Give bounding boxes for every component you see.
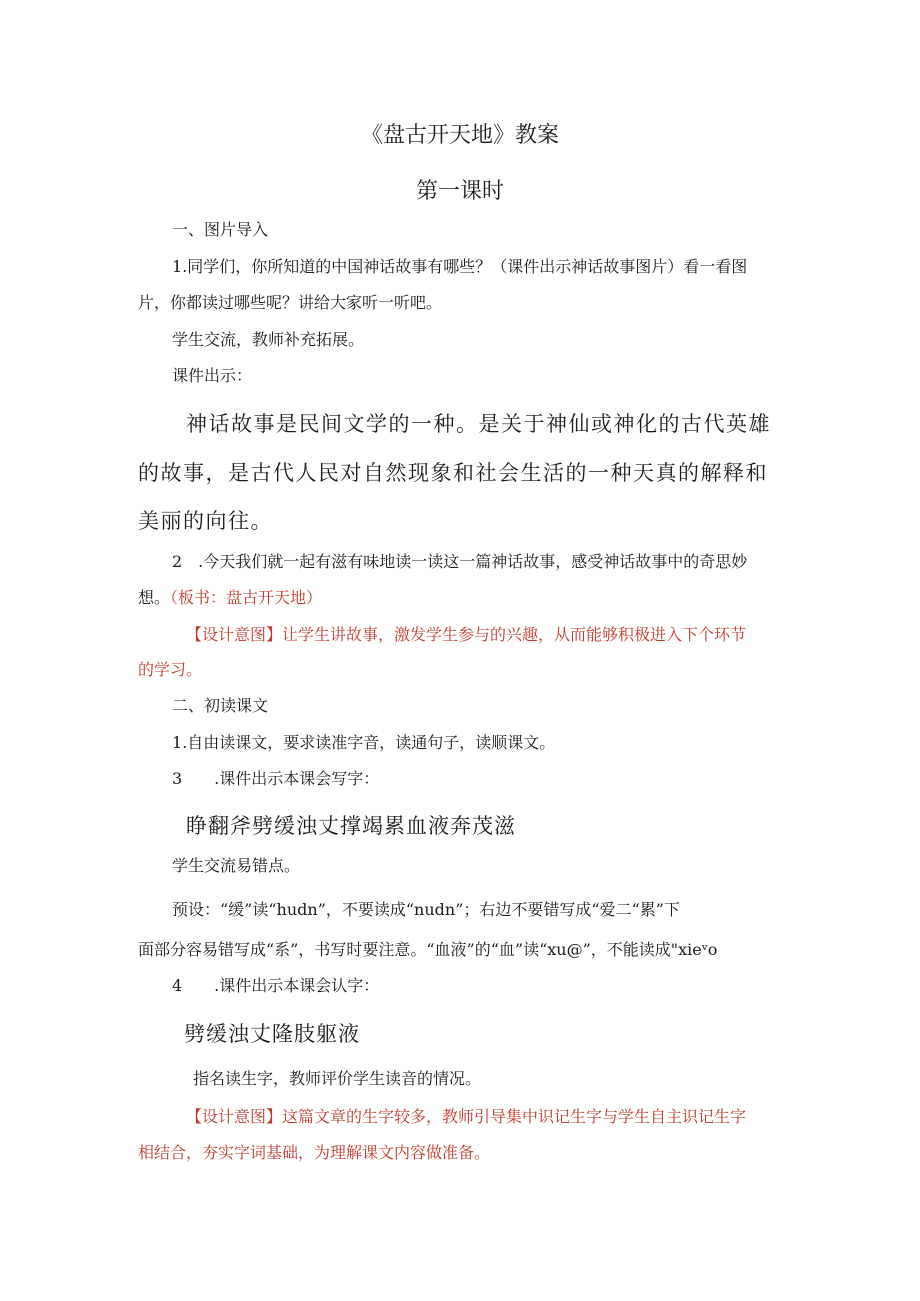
design-intent-text: 这篇文章的生字较多，教师引导集中识记生字与学生自主识记生字 — [282, 1107, 747, 1126]
paragraph-8-line-2: 面部分容易错写成“系”，书写时要注意。“血液”的“血”读“xu@”，不能读成"xieᵛo — [138, 940, 718, 959]
design-intent-text: 让学生讲故事，激发学生参与的兴趣，从而能够积极进入下个环节 — [282, 625, 747, 644]
page-title: 《盘古开天地》教案 — [360, 123, 559, 148]
paragraph-2: 学生交流，教师补充拓展。 — [172, 330, 365, 349]
quote-line-1: 神话故事是民间文学的一种。是关于神仙或神化的古代英雄 — [186, 412, 771, 436]
paragraph-4-line-1: 2 .今天我们就一起有滋有味地读一读这一篇神话故事，感受神话故事中的奇思妙 — [172, 552, 748, 571]
characters-to-write: 睁翻斧劈缓浊丈撑竭累血液奔茂滋 — [186, 814, 516, 838]
design-intent-2-line-2: 相结合，夯实字词基础，为理解课文内容做准备。 — [138, 1143, 491, 1162]
design-intent-1-line-2: 的学习。 — [138, 660, 203, 679]
paragraph-5: 1.自由读课文，要求读准字音，读通句子，读顺课文。 — [172, 733, 556, 752]
paragraph-4-line-2 — [138, 590, 784, 606]
characters-to-recognize: 劈缓浊丈隆肢躯液 — [184, 1022, 360, 1046]
paragraph-3: 课件出示： — [172, 366, 253, 385]
design-intent-tag: 【设计意图】 — [186, 625, 283, 644]
paragraph-1-line-1: 1.同学们，你所知道的中国神话故事有哪些？（课件出示神话故事图片）看一看图 — [172, 257, 748, 276]
paragraph-1-line-2: 片，你都读过哪些呢？讲给大家听一听吧。 — [138, 293, 443, 312]
section-heading-2: 二、初读课文 — [172, 696, 269, 715]
paragraph-4-text: 想。 — [138, 588, 171, 607]
blackboard-note: （板书：盘古开天地） — [170, 588, 323, 607]
design-intent-2-line-1 — [186, 1109, 832, 1125]
section-heading-1: 一、图片导入 — [172, 220, 269, 239]
paragraph-7: 学生交流易错点。 — [172, 856, 301, 875]
quote-line-3: 美丽的向往。 — [138, 509, 273, 533]
paragraph-10: 指名读生字，教师评价学生读音的情况。 — [193, 1069, 482, 1088]
quote-line-2: 的故事，是古代人民对自然现象和社会生活的一种天真的解释和 — [138, 461, 768, 485]
paragraph-9: 4 .课件出示本课会认字： — [172, 976, 380, 995]
design-intent-tag: 【设计意图】 — [186, 1107, 283, 1126]
design-intent-1-line-1 — [186, 627, 832, 643]
paragraph-6: 3 .课件出示本课会写字： — [172, 769, 380, 788]
lesson-subtitle: 第一课时 — [415, 179, 504, 204]
paragraph-8-line-1: 预设：“缓”读“hudn”，不要读成“nudn”；右边不要错写成“爱二“累”下 — [172, 900, 680, 919]
